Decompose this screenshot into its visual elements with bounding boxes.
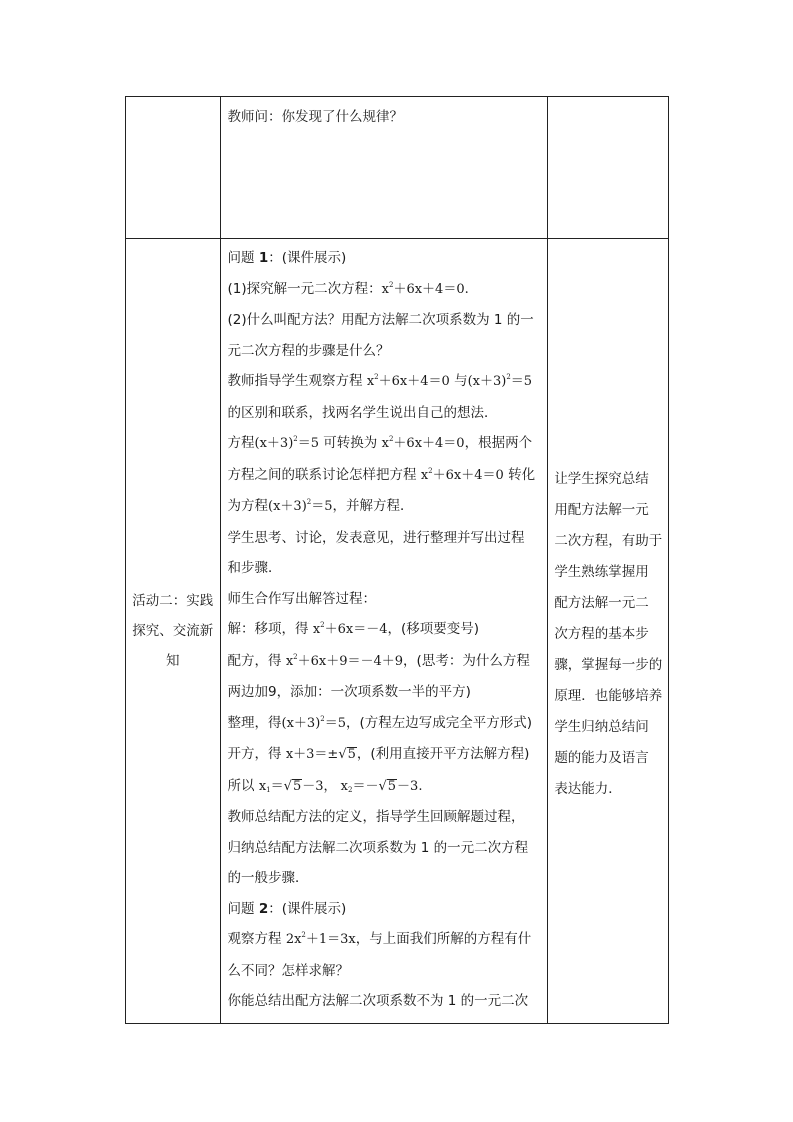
intent-line-2: 用配方法解一元 <box>554 501 649 518</box>
lesson-plan-table <box>125 96 669 1024</box>
intent-cell-empty <box>548 97 669 239</box>
activity-name-line-2: 探究、交流新 <box>132 623 214 639</box>
intent-line-9: 学生归纳总结问 <box>554 718 649 735</box>
step-1: 解：移项，得 $x^2+6x=-4$，(移项要变号) <box>227 621 480 637</box>
summary-line-1: 教师总结配方法的定义，指导学生回顾解题过程， <box>227 809 525 825</box>
intent-line-1: 让学生探究总结 <box>554 470 649 487</box>
student-line-2: 和步骤． <box>227 560 282 576</box>
table-row-main <box>126 239 669 1024</box>
intent-line-8: 原理．也能够培养 <box>554 687 663 704</box>
activity-name-line-1: 活动二：实践 <box>132 593 214 609</box>
student-line-1: 学生思考、讨论，发表意见，进行整理并写出过程 <box>227 529 525 546</box>
transform-line-1: 方程$(x+3)^2=5$ 可转换为 $x^2+6x+4=0$，根据两个 <box>227 435 533 451</box>
intent-line-7: 骤，掌握每一步的 <box>554 656 663 673</box>
table-row-top <box>126 97 669 239</box>
item-2-line-2: 元二次方程的步骤是什么？ <box>227 342 390 359</box>
step-2: 配方，得 $x^2+6x+9=-4+9$，(思考：为什么方程 <box>227 652 530 669</box>
summary-line-2: 归纳总结配方法解二次项系数为 1 的一元二次方程 <box>227 839 529 856</box>
question-1-heading: 问题 1：(课件展示) <box>227 250 347 266</box>
intent-line-4: 学生熟练掌握用 <box>554 563 649 580</box>
observe-line-1: 观察方程 $2x^2+1=3x$，与上面我们所解的方程有什 <box>227 931 532 947</box>
step-3: 整理，得$(x+3)^2=5$，(方程左边写成完全平方形式) <box>227 714 533 731</box>
item-1: (1)探究解一元二次方程：$x^2+6x+4=0$. <box>227 280 469 297</box>
intent-line-10: 题的能力及语言 <box>554 749 649 766</box>
last-line: 你能总结出配方法解二次项系数不为 1 的一元二次 <box>227 993 529 1009</box>
process-cell <box>220 239 548 1024</box>
guide-line-2: 的区别和联系，找两名学生说出自己的想法． <box>227 404 498 421</box>
transform-line-3: 为方程$(x+3)^2=5$，并解方程． <box>227 498 414 514</box>
question-2-heading: 问题 2：(课件展示) <box>227 900 347 917</box>
step-5: 所以 $x_1=√5-3$， $x_2=-√5-3$. <box>227 777 423 794</box>
intent-line-6: 次方程的基本步 <box>554 625 649 642</box>
activity-name-cell <box>126 239 221 1024</box>
guide-line-1: 教师指导学生观察方程 $x^2+6x+4=0$ 与$(x+3)^2=5$ <box>227 373 533 389</box>
item-2-line-1: (2)什么叫配方法？用配方法解二次项系数为 1 的一 <box>227 312 534 328</box>
cooperation-line: 师生合作写出解答过程： <box>227 590 377 607</box>
activity-cell-empty <box>126 97 221 239</box>
intent-line-11: 表达能力． <box>554 780 622 797</box>
process-cell-top <box>220 97 548 239</box>
step-2-line-2: 两边加9，添加：一次项系数一半的平方) <box>227 684 471 700</box>
observe-line-2: 么不同？怎样求解？ <box>227 962 350 979</box>
intent-line-3: 二次方程，有助于 <box>554 532 663 549</box>
teacher-question: 教师问：你发现了什么规律？ <box>227 109 404 125</box>
step-4: 开方，得 x＋3＝±√5，(利用直接开平方法解方程) <box>227 746 530 762</box>
activity-name-line-3: 知 <box>166 653 180 669</box>
summary-line-3: 的一般步骤． <box>227 870 309 886</box>
design-intent-cell <box>548 239 669 1024</box>
intent-line-5: 配方法解一元二 <box>554 594 649 611</box>
transform-line-2: 方程之间的联系讨论怎样把方程 $x^2+6x+4=0$ 转化 <box>227 466 536 483</box>
